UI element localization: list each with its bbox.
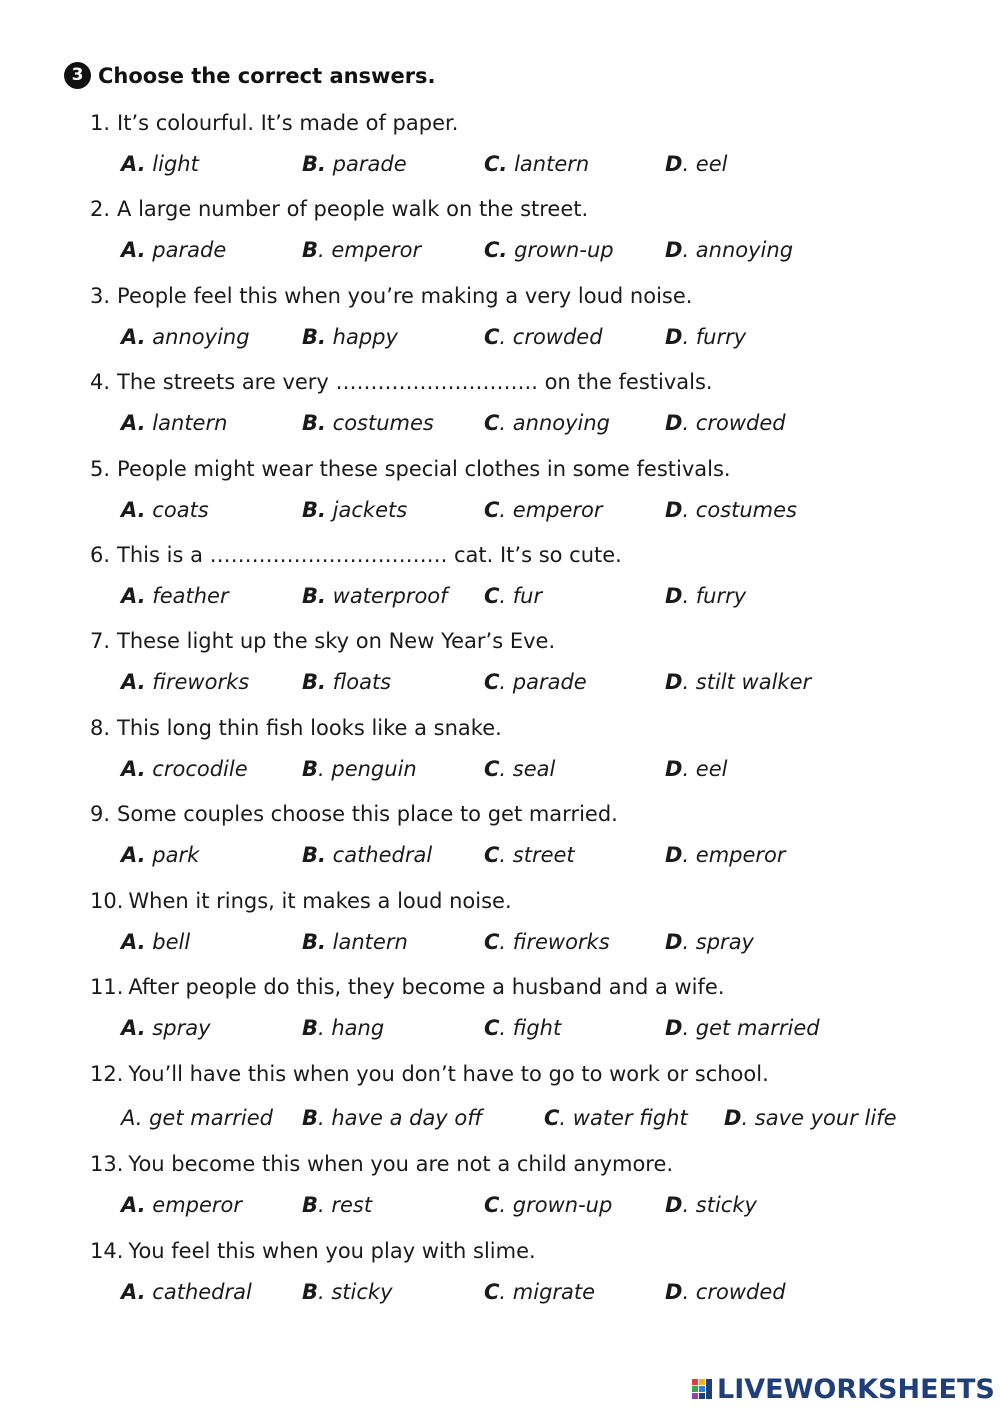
exercise-number-badge: 3 xyxy=(64,62,91,89)
option-letter: A. xyxy=(121,1016,146,1040)
answer-option[interactable] xyxy=(302,150,407,178)
answer-option[interactable] xyxy=(302,1104,482,1132)
option-letter: A. xyxy=(121,325,146,349)
option-letter: C xyxy=(484,757,500,781)
option-letter: B. xyxy=(302,843,326,867)
question-2 xyxy=(90,196,588,222)
question-number: 10. xyxy=(90,889,124,913)
option-text: . have a day off xyxy=(318,1106,483,1130)
question-11 xyxy=(90,974,725,1000)
question-number: 9. xyxy=(90,802,111,826)
question-6 xyxy=(90,542,622,568)
question-number: 4. xyxy=(90,370,111,394)
option-letter: B. xyxy=(302,930,326,954)
option-letter: A. xyxy=(121,498,146,522)
option-letter: D xyxy=(665,238,683,262)
option-letter: A. xyxy=(121,584,146,608)
option-letter: B xyxy=(302,1280,319,1304)
answer-option[interactable] xyxy=(665,409,786,437)
option-letter: C. xyxy=(484,238,508,262)
option-text: . fight xyxy=(499,1016,562,1040)
liveworksheets-logo-text: LIVEWORKSHEETS xyxy=(717,1374,995,1405)
option-text: . annoying xyxy=(499,411,611,435)
answer-options-8 xyxy=(0,755,1000,783)
question-number: 2. xyxy=(90,197,111,221)
question-9 xyxy=(90,801,618,827)
question-text: People might wear these special clothes in some festivals. xyxy=(117,457,731,481)
question-3 xyxy=(90,283,692,309)
option-letter: A. xyxy=(121,930,146,954)
answer-option[interactable] xyxy=(665,323,746,351)
answer-option[interactable] xyxy=(665,236,793,264)
answer-option[interactable] xyxy=(484,668,587,696)
option-text: cathedral xyxy=(325,843,433,867)
question-number: 5. xyxy=(90,457,111,481)
answer-option[interactable] xyxy=(484,755,555,783)
exercise-title: Choose the correct answers. xyxy=(98,63,436,88)
answer-options-12 xyxy=(0,1104,1000,1132)
option-text: . rest xyxy=(318,1193,373,1217)
answer-option[interactable] xyxy=(302,841,432,869)
answer-option[interactable] xyxy=(121,496,209,524)
question-number: 3. xyxy=(90,284,111,308)
answer-option[interactable] xyxy=(121,1278,252,1306)
answer-option[interactable] xyxy=(121,150,199,178)
answer-option[interactable] xyxy=(484,323,603,351)
option-text: . penguin xyxy=(318,757,417,781)
answer-option[interactable] xyxy=(302,1278,393,1306)
question-13 xyxy=(90,1151,673,1177)
option-text: . crowded xyxy=(682,411,786,435)
option-letter: A. xyxy=(121,1280,146,1304)
option-text: jackets xyxy=(325,498,408,522)
question-text: You’ll have this when you don’t have to go to work or school. xyxy=(128,1062,769,1086)
option-text: . parade xyxy=(499,670,587,694)
answer-option[interactable] xyxy=(665,1014,820,1042)
option-letter: A. xyxy=(121,757,146,781)
answer-option[interactable] xyxy=(121,582,229,610)
answer-option[interactable] xyxy=(665,582,746,610)
answer-option[interactable] xyxy=(484,582,542,610)
answer-option[interactable] xyxy=(665,841,786,869)
question-number: 6. xyxy=(90,543,111,567)
option-letter: C xyxy=(484,1193,500,1217)
option-text: . furry xyxy=(682,325,747,349)
exercise-header xyxy=(64,62,436,89)
question-1 xyxy=(90,110,458,136)
option-text: . eel xyxy=(682,757,728,781)
question-10 xyxy=(90,888,512,914)
answer-options-11 xyxy=(0,1014,1000,1042)
option-text: parade xyxy=(145,238,227,262)
option-text: lantern xyxy=(325,930,408,954)
answer-option[interactable] xyxy=(484,150,589,178)
answer-option[interactable] xyxy=(544,1104,688,1132)
option-letter: B xyxy=(302,757,319,781)
option-text: floats xyxy=(325,670,392,694)
answer-option[interactable] xyxy=(121,236,226,264)
option-letter: B. xyxy=(302,411,326,435)
question-text: This long thin fish looks like a snake. xyxy=(117,716,502,740)
answer-option[interactable] xyxy=(302,236,421,264)
answer-option[interactable] xyxy=(302,582,448,610)
answer-option[interactable] xyxy=(665,668,811,696)
option-letter: D xyxy=(665,1016,683,1040)
answer-option[interactable] xyxy=(302,755,417,783)
option-text: . seal xyxy=(499,757,556,781)
option-letter: B. xyxy=(302,670,326,694)
answer-option[interactable] xyxy=(484,496,603,524)
option-letter: D xyxy=(665,1193,683,1217)
option-text: feather xyxy=(145,584,229,608)
option-letter: C xyxy=(544,1106,560,1130)
question-14 xyxy=(90,1238,536,1264)
option-letter: B. xyxy=(302,152,326,176)
option-text: . fur xyxy=(499,584,543,608)
option-letter: B. xyxy=(302,498,326,522)
option-text: coats xyxy=(145,498,209,522)
answer-option[interactable] xyxy=(302,1191,372,1219)
option-text: . get married xyxy=(682,1016,820,1040)
answer-option[interactable] xyxy=(665,1191,757,1219)
answer-option[interactable] xyxy=(484,1014,561,1042)
answer-option[interactable] xyxy=(121,1191,242,1219)
option-text: emperor xyxy=(145,1193,243,1217)
answer-options-10 xyxy=(0,928,1000,956)
option-letter: C xyxy=(484,670,500,694)
option-text: grown-up xyxy=(507,238,614,262)
answer-options-9 xyxy=(0,841,1000,869)
answer-option[interactable] xyxy=(121,1014,211,1042)
option-letter: A. xyxy=(121,843,146,867)
liveworksheets-logo-icon xyxy=(692,1377,714,1403)
answer-option[interactable] xyxy=(665,496,797,524)
answer-option[interactable] xyxy=(484,1191,612,1219)
answer-option[interactable] xyxy=(484,409,610,437)
option-text: . sticky xyxy=(682,1193,757,1217)
question-number: 14. xyxy=(90,1239,124,1263)
answer-option[interactable] xyxy=(302,1014,384,1042)
option-text: . furry xyxy=(682,584,747,608)
option-letter: C. xyxy=(484,152,508,176)
answer-option[interactable] xyxy=(724,1104,897,1132)
answer-options-14 xyxy=(0,1278,1000,1306)
option-letter: C xyxy=(484,1280,500,1304)
option-letter: C xyxy=(484,1016,500,1040)
answer-options-5 xyxy=(0,496,1000,524)
option-letter: B. xyxy=(302,325,326,349)
option-text: fireworks xyxy=(145,670,250,694)
option-text: . save your life xyxy=(741,1106,897,1130)
option-text: . emperor xyxy=(682,843,786,867)
option-text: parade xyxy=(325,152,407,176)
option-text: . emperor xyxy=(318,238,422,262)
answer-option[interactable] xyxy=(665,1278,786,1306)
option-text: spray xyxy=(145,1016,211,1040)
option-letter: D xyxy=(665,930,683,954)
answer-option[interactable] xyxy=(302,668,391,696)
answer-options-3 xyxy=(0,323,1000,351)
option-text: costumes xyxy=(325,411,434,435)
answer-option[interactable] xyxy=(302,496,407,524)
question-text: It’s colourful. It’s made of paper. xyxy=(117,111,459,135)
option-letter: A. xyxy=(121,152,146,176)
answer-option[interactable] xyxy=(121,323,250,351)
answer-options-13 xyxy=(0,1191,1000,1219)
answer-option[interactable] xyxy=(121,668,249,696)
option-text: waterproof xyxy=(325,584,448,608)
option-letter: B xyxy=(302,1106,319,1130)
option-letter: B. xyxy=(302,584,326,608)
option-text: bell xyxy=(145,930,191,954)
option-letter: A. xyxy=(121,1193,146,1217)
option-letter: B xyxy=(302,1016,319,1040)
answer-option[interactable] xyxy=(302,409,434,437)
option-letter: D xyxy=(665,325,683,349)
question-text: You become this when you are not a child anymore. xyxy=(128,1152,674,1176)
option-text: . annoying xyxy=(682,238,794,262)
option-text: . costumes xyxy=(682,498,797,522)
question-text: People feel this when you’re making a very loud noise. xyxy=(117,284,693,308)
option-text: . emperor xyxy=(499,498,603,522)
option-letter: C xyxy=(484,930,500,954)
option-text: . eel xyxy=(682,152,728,176)
option-letter: D xyxy=(665,1280,683,1304)
option-letter: D xyxy=(665,757,683,781)
question-text: A large number of people walk on the street. xyxy=(117,197,589,221)
answer-option[interactable] xyxy=(121,755,248,783)
question-7 xyxy=(90,628,555,654)
option-text: . crowded xyxy=(682,1280,786,1304)
option-text: happy xyxy=(325,325,398,349)
answer-options-6 xyxy=(0,582,1000,610)
option-text: crocodile xyxy=(145,757,248,781)
question-number: 11. xyxy=(90,975,124,999)
question-8 xyxy=(90,715,502,741)
option-text: . fireworks xyxy=(499,930,610,954)
question-text: You feel this when you play with slime. xyxy=(128,1239,536,1263)
answer-options-4 xyxy=(0,409,1000,437)
option-letter: D xyxy=(665,498,683,522)
option-letter: C xyxy=(484,325,500,349)
option-letter: D xyxy=(665,584,683,608)
option-text: . stilt walker xyxy=(682,670,812,694)
answer-options-2 xyxy=(0,236,1000,264)
answer-option[interactable] xyxy=(121,409,227,437)
option-letter: A. xyxy=(121,670,146,694)
answer-option[interactable] xyxy=(302,323,398,351)
answer-option[interactable] xyxy=(484,928,610,956)
option-text: cathedral xyxy=(145,1280,252,1304)
option-letter: B xyxy=(302,1193,319,1217)
option-text: lantern xyxy=(145,411,228,435)
question-text: Some couples choose this place to get married. xyxy=(117,802,618,826)
option-letter: D xyxy=(665,670,683,694)
answer-option[interactable] xyxy=(121,841,199,869)
answer-option[interactable] xyxy=(121,928,190,956)
option-letter: D xyxy=(665,411,683,435)
option-letter: C xyxy=(484,498,500,522)
answer-option[interactable] xyxy=(484,236,614,264)
option-text: . street xyxy=(499,843,575,867)
option-text: annoying xyxy=(145,325,250,349)
option-letter: A. xyxy=(121,238,146,262)
question-5 xyxy=(90,456,731,482)
question-number: 1. xyxy=(90,111,111,135)
answer-option[interactable] xyxy=(665,928,754,956)
option-text: . crowded xyxy=(499,325,603,349)
option-letter: C xyxy=(484,843,500,867)
answer-option[interactable] xyxy=(302,928,408,956)
option-letter: A. xyxy=(121,411,146,435)
question-number: 13. xyxy=(90,1152,124,1176)
question-number: 12. xyxy=(90,1062,124,1086)
option-letter: D xyxy=(665,843,683,867)
question-12 xyxy=(90,1061,769,1087)
option-text: . grown-up xyxy=(499,1193,613,1217)
question-text: These light up the sky on New Year’s Eve. xyxy=(117,629,556,653)
option-text: . hang xyxy=(318,1016,385,1040)
question-text: The streets are very ……………………….. on the festivals. xyxy=(117,370,713,394)
answer-option[interactable] xyxy=(121,1104,273,1132)
question-number: 7. xyxy=(90,629,111,653)
answer-option[interactable] xyxy=(665,150,727,178)
liveworksheets-logo xyxy=(692,1374,995,1405)
option-letter: D xyxy=(665,152,683,176)
answer-options-7 xyxy=(0,668,1000,696)
option-letter: D xyxy=(724,1106,742,1130)
question-text: After people do this, they become a husband and a wife. xyxy=(128,975,725,999)
option-letter: C xyxy=(484,411,500,435)
question-number: 8. xyxy=(90,716,111,740)
option-text: . migrate xyxy=(499,1280,596,1304)
question-4 xyxy=(90,369,713,395)
option-text: . sticky xyxy=(318,1280,393,1304)
option-letter: B xyxy=(302,238,319,262)
option-text: lantern xyxy=(507,152,590,176)
option-letter: C xyxy=(484,584,500,608)
answer-option[interactable] xyxy=(484,841,575,869)
question-text: This is a ……………………………. cat. It’s so cute. xyxy=(117,543,622,567)
answer-options-1 xyxy=(0,150,1000,178)
option-text: A. get married xyxy=(121,1106,273,1130)
answer-option[interactable] xyxy=(484,1278,595,1306)
question-text: When it rings, it makes a loud noise. xyxy=(128,889,512,913)
option-text: light xyxy=(145,152,199,176)
option-text: . spray xyxy=(682,930,754,954)
answer-option[interactable] xyxy=(665,755,727,783)
option-text: park xyxy=(145,843,200,867)
option-text: . water fight xyxy=(559,1106,688,1130)
